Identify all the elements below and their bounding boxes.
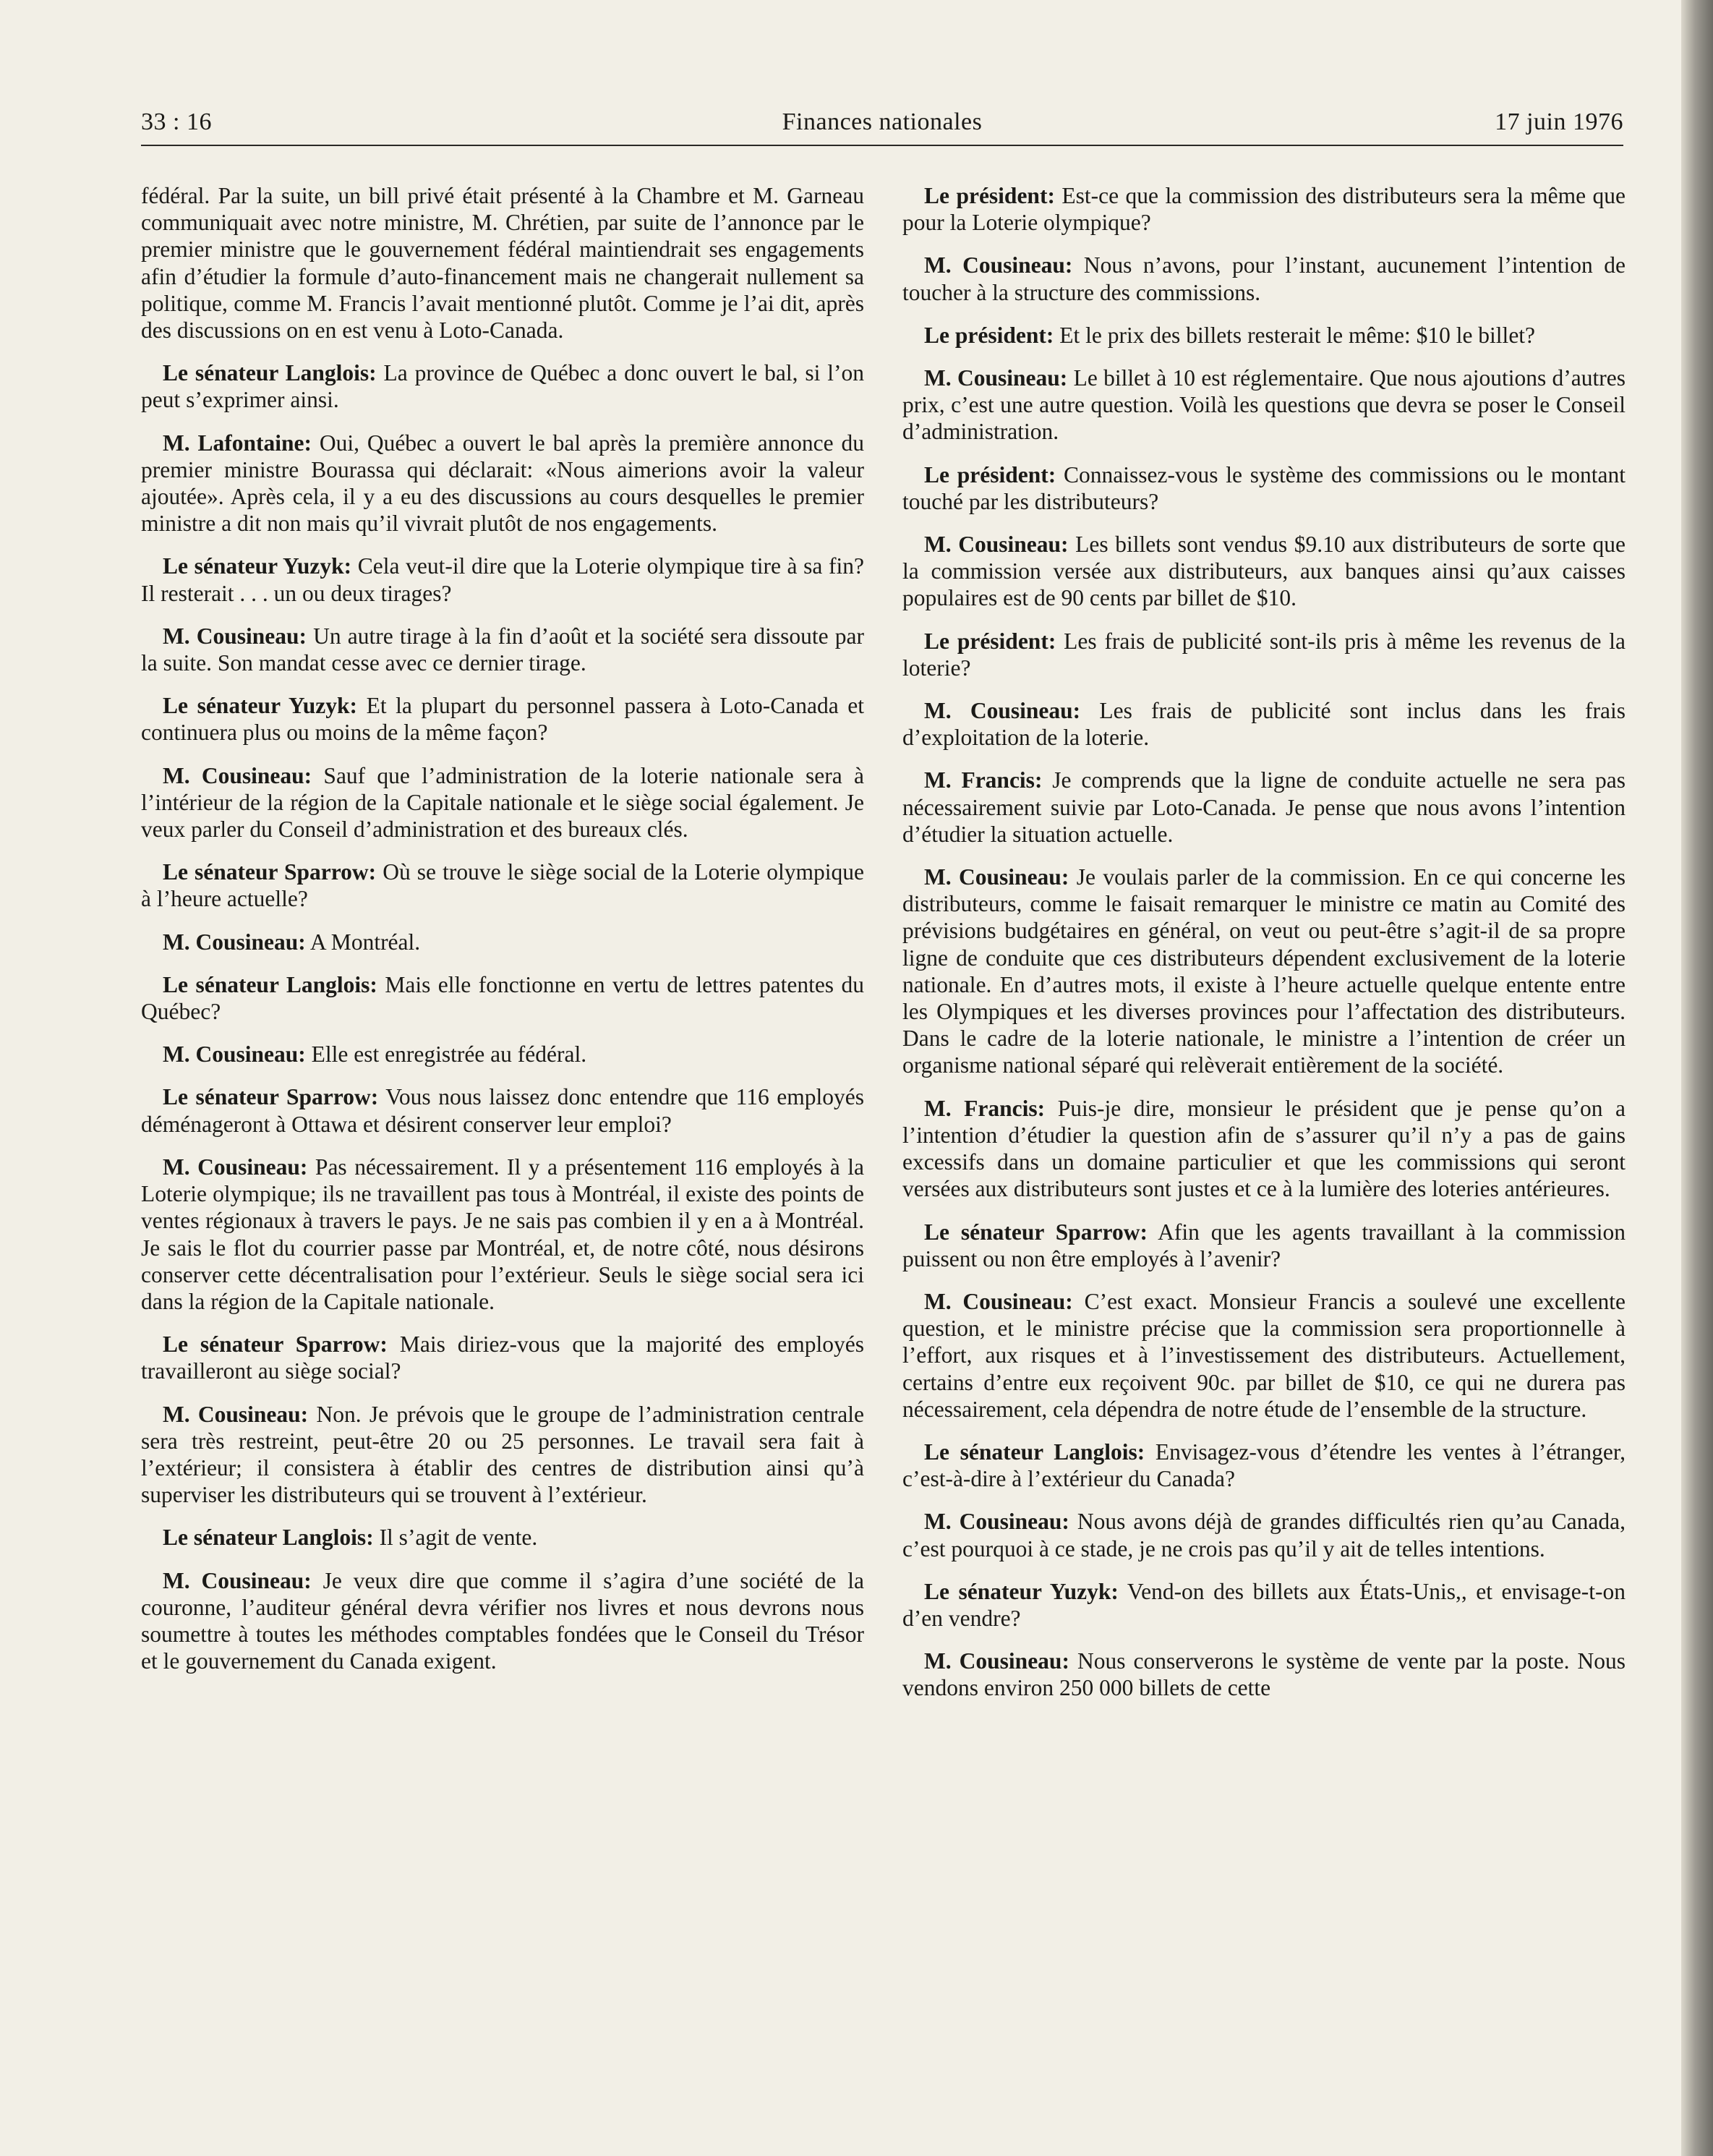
speaker-name: Le sénateur Yuzyk:	[163, 553, 352, 579]
paragraph	[141, 971, 864, 1025]
paragraph-text: Je voulais parler de la commission. En ce qui concerne les distributeurs, comme le faisait remarquer le ministre ce matin au Comité des prévisions budgétaires en général, on veut ou peut-être s’agit-il de sa propre ligne de conduite que ces distributeurs dépendent exclusivement de la loterie nationale. En d’autres mots, il existe à l’heure actuelle quelque entente entre les Olympiques et les diverses provinces pour l’affectation des distributeurs. Dans le cadre de la loterie nationale, le ministre a l’intention de créer un organisme national séparé qui relèverait entièrement de la société.	[902, 864, 1626, 1078]
speaker-name: M. Cousineau:	[163, 1401, 309, 1427]
paragraph	[141, 762, 864, 843]
paragraph	[902, 1508, 1626, 1561]
speaker-name: Le sénateur Sparrow:	[163, 859, 377, 885]
paragraph	[902, 1439, 1626, 1492]
paragraph	[902, 252, 1626, 305]
paragraph-text: Afin que les agents travaillant à la commission puissent ou non être employés à l’avenir?	[902, 1219, 1626, 1271]
speaker-name: Le sénateur Langlois:	[163, 360, 377, 386]
paragraph-text: Connaissez-vous le système des commissions ou le montant touché par les distributeurs?	[902, 461, 1626, 514]
header-rule	[141, 145, 1623, 146]
speaker-name: M. Cousineau:	[924, 252, 1073, 278]
paragraph	[902, 531, 1626, 612]
paragraph	[902, 182, 1626, 236]
speaker-name: M. Cousineau:	[924, 1288, 1073, 1314]
paragraph-text: Je comprends que la ligne de conduite actuelle ne sera pas nécessairement suivie par Loto-Canada. Je pense que nous avons l’intention d’étudier la situation actuelle.	[902, 767, 1626, 847]
paragraph	[141, 1154, 864, 1315]
paragraph	[141, 430, 864, 537]
speaker-name: M. Cousineau:	[924, 1648, 1069, 1674]
paragraph	[902, 1578, 1626, 1632]
paragraph-text: C’est exact. Monsieur Francis a soulevé une excellente question, et le ministre précise que la commission sera proportionnelle à l’effort, aux risques et à l’investissement des distributeurs. Actuellement, certains d’entre eux reçoivent 90c. par billet de $10, ce qui ne durera pas nécessairement, cela dépendra de notre étude de l’ensemble de la structure.	[902, 1288, 1626, 1422]
paragraph-text: Nous conserverons le système de vente par la poste. Nous vendons environ 250 000 billets de cette	[902, 1648, 1626, 1701]
paragraph-text: Le billet à 10 est réglementaire. Que nous ajoutions d’autres prix, c’est une autre question. Voilà les questions que devra se poser le Conseil d’administration.	[902, 365, 1626, 445]
paragraph-text: Les billets sont vendus $9.10 aux distributeurs de sorte que la commission versée aux distributeurs, aux banques ainsi qu’aux caisses populaires est de 90 cents par billet de $10.	[902, 532, 1626, 611]
paragraph	[141, 1331, 864, 1384]
page-number: 33 : 16	[141, 108, 212, 135]
publication-date: 17 juin 1976	[1495, 108, 1623, 135]
speaker-name: Le sénateur Yuzyk:	[163, 693, 358, 719]
paragraph	[902, 365, 1626, 446]
paragraph-text: Nous avons déjà de grandes difficultés rien qu’au Canada, c’est pourquoi à ce stade, je ne crois pas qu’il y ait de telles intentions.	[902, 1509, 1626, 1561]
speaker-name: M. Francis:	[924, 1095, 1046, 1121]
speaker-name: M. Cousineau:	[924, 532, 1069, 558]
speaker-name: M. Cousineau:	[924, 1509, 1069, 1535]
speaker-name: Le sénateur Langlois:	[163, 1525, 374, 1551]
paragraph-text: Cela veut-il dire que la Loterie olympique tire à sa fin? Il resterait . . . un ou deux tirages?	[141, 553, 865, 606]
paragraph-text: fédéral. Par la suite, un bill privé était présenté à la Chambre et M. Garneau communiquait avec notre ministre, M. Chrétien, par suite de l’annonce par le premier ministre que le gouvernement fédéral maintiendrait ses engagements afin d’étudier la formule d’auto-financement mais ne changerait nullement sa politique, comme M. Francis l’avait mentionné plutôt. Comme je l’ai dit, après des discussions on en est venu à Loto-Canada.	[141, 183, 864, 344]
paragraph	[141, 359, 864, 413]
publication-title: Finances nationales	[782, 108, 983, 135]
paragraph	[902, 322, 1626, 349]
speaker-name: Le sénateur Sparrow:	[163, 1084, 379, 1110]
right-column	[902, 182, 1626, 1718]
speaker-name: M. Cousineau:	[163, 1567, 312, 1593]
paragraph	[902, 461, 1626, 515]
paragraph-text: Envisagez-vous d’étendre les ventes à l’étranger, c’est-à-dire à l’extérieur du Canada?	[902, 1439, 1626, 1492]
speaker-name: Le sénateur Sparrow:	[924, 1219, 1148, 1245]
paragraph	[141, 553, 864, 606]
speaker-name: M. Francis:	[924, 767, 1043, 793]
paragraph	[902, 697, 1626, 751]
paragraph	[902, 1095, 1626, 1203]
paragraph	[902, 1648, 1626, 1701]
speaker-name: Le sénateur Sparrow:	[163, 1331, 388, 1358]
speaker-name: M. Lafontaine:	[163, 430, 312, 456]
paragraph-text: Mais diriez-vous que la majorité des employés travailleront au siège social?	[141, 1331, 865, 1384]
page-header	[141, 108, 1623, 146]
paragraph-text: Pas nécessairement. Il y a présentement 116 employés à la Loterie olympique; ils ne travaillent pas tous à Montréal, il existe des points de ventes régionaux à travers le pays. Je ne sais pas combien il y en a à Montréal. Je sais le flot du courrier passe par Montréal, et, de notre côté, nous désirons conserver cette décentralisation pour l’extérieur. Seuls le siège social sera ici dans la région de la Capitale nationale.	[141, 1154, 864, 1314]
paragraph-text: Les frais de publicité sont-ils pris à même les revenus de la loterie?	[902, 628, 1626, 681]
paragraph-text: Nous n’avons, pour l’instant, aucunement l’intention de toucher à la structure des commissions.	[902, 252, 1626, 305]
paragraph-text: Vend-on des billets aux États-Unis,, et envisage-t-on d’en vendre?	[902, 1578, 1626, 1631]
paragraph-text: Sauf que l’administration de la loterie nationale sera à l’intérieur de la région de la Capitale nationale et le siège social également. Je veux parler du Conseil d’administration et des bureaux clés.	[141, 762, 864, 843]
paragraph-text: Je veux dire que comme il s’agira d’une société de la couronne, l’auditeur général devra vérifier nos livres et nous devrons nous soumettre à toutes les méthodes comptables fondées que le Conseil du Trésor et le gouvernement du Canada exigent.	[141, 1567, 864, 1674]
speaker-name: M. Cousineau:	[924, 864, 1069, 890]
paragraph-text: Un autre tirage à la fin d’août et la société sera dissoute par la suite. Son mandat cesse avec ce dernier tirage.	[141, 623, 864, 676]
paragraph-text: Il s’agit de vente.	[379, 1525, 538, 1551]
speaker-name: Le sénateur Langlois:	[163, 971, 377, 997]
paragraph	[902, 628, 1626, 681]
paragraph	[141, 1567, 864, 1675]
paragraph	[141, 1524, 864, 1551]
paragraph	[141, 182, 864, 344]
left-column	[141, 182, 864, 1690]
paragraph	[141, 1083, 864, 1137]
speaker-name: M. Cousineau:	[163, 1154, 308, 1180]
paragraph	[141, 623, 864, 676]
paragraph	[902, 864, 1626, 1079]
paragraph-text: Oui, Québec a ouvert le bal après la première annonce du premier ministre Bourassa qui déclarait: «Nous aimerions avoir la valeur ajoutée». Après cela, il y a eu des discussions au cours desquelles le premier ministre a dit non mais qu’il vivrait plutôt de nos engagements.	[141, 430, 865, 537]
paragraph	[141, 1041, 864, 1068]
paragraph	[902, 1288, 1626, 1423]
speaker-name: M. Cousineau:	[163, 929, 306, 955]
paragraph-text: Vous nous laissez donc entendre que 116 employés déménageront à Ottawa et désirent conserver leur emploi?	[141, 1084, 865, 1137]
speaker-name: M. Cousineau:	[163, 623, 307, 649]
speaker-name: Le président:	[924, 628, 1056, 654]
speaker-name: M. Cousineau:	[163, 762, 312, 788]
paragraph-text: Et la plupart du personnel passera à Loto-Canada et continuera plus ou moins de la même façon?	[141, 693, 865, 746]
paragraph	[141, 692, 864, 746]
speaker-name: M. Cousineau:	[163, 1041, 306, 1068]
speaker-name: Le sénateur Langlois:	[924, 1439, 1145, 1465]
speaker-name: Le sénateur Yuzyk:	[924, 1578, 1119, 1604]
paragraph-text: Où se trouve le siège social de la Loterie olympique à l’heure actuelle?	[141, 859, 865, 912]
paragraph	[141, 858, 864, 912]
paragraph-text: Mais elle fonctionne en vertu de lettres patentes du Québec?	[141, 971, 865, 1025]
speaker-name: Le président:	[924, 183, 1055, 208]
speaker-name: Le président:	[924, 322, 1054, 348]
paragraph-text: Est-ce que la commission des distributeurs sera la même que pour la Loterie olympique?	[902, 183, 1626, 236]
paragraph	[902, 767, 1626, 848]
paragraph-text: Puis-je dire, monsieur le président que je pense qu’on a l’intention d’étudier la question afin de s’assurer qu’il n’y a pas de gains excessifs dans un domaine particulier et que les commissions qui seront versées aux distributeurs sont justes et ce à la lumière des loteries antérieures.	[902, 1095, 1626, 1202]
paragraph-text: Non. Je prévois que le groupe de l’administration centrale sera très restreint, peut-être 20 ou 25 personnes. Le travail sera fait à l’extérieur; il consistera à établir des centres de distribution ainsi qu’à superviser les distributeurs qui se trouvent à l’extérieur.	[141, 1401, 864, 1508]
paragraph-text: A Montréal.	[309, 929, 421, 955]
speaker-name: Le président:	[924, 461, 1056, 487]
paragraph-text: Elle est enregistrée au fédéral.	[311, 1041, 587, 1068]
paragraph	[141, 929, 864, 955]
speaker-name: M. Cousineau:	[924, 365, 1068, 391]
speaker-name: M. Cousineau:	[924, 698, 1081, 724]
paragraph-text: Les frais de publicité sont inclus dans les frais d’exploitation de la loterie.	[902, 698, 1626, 751]
paragraph	[902, 1219, 1626, 1272]
book-spine-shadow	[1681, 0, 1713, 2156]
paragraph	[141, 1401, 864, 1509]
paragraph-text: La province de Québec a donc ouvert le bal, si l’on peut s’exprimer ainsi.	[141, 360, 864, 413]
paragraph-text: Et le prix des billets resterait le même: $10 le billet?	[1059, 322, 1536, 348]
